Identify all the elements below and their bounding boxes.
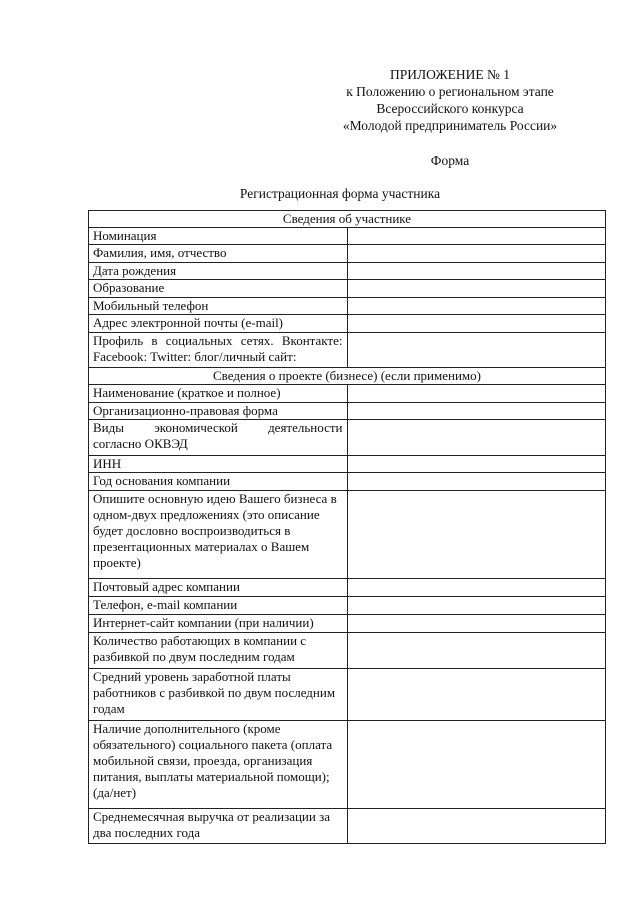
registration-table <box>88 210 606 844</box>
appendix-number: ПРИЛОЖЕНИЕ № 1 <box>389 67 511 82</box>
field-label: Наименование (краткое и полное) <box>89 385 348 403</box>
section-project-header: Сведения о проекте (бизнесе) (если применимо) <box>89 368 606 385</box>
form-title: Регистрационная форма участника <box>239 186 441 201</box>
section-participant-header: Сведения об участнике <box>89 211 606 228</box>
field-value-inn[interactable] <box>347 456 606 473</box>
field-value-email[interactable] <box>347 315 606 333</box>
social-profile-line: Facebook: Twitter: блог/личный сайт: <box>93 349 297 364</box>
field-label: Интернет-сайт компании (при наличии) <box>89 615 348 633</box>
field-label: Средний уровень заработной платы работников с разбивкой по двум последним годам <box>89 669 348 721</box>
field-label-okved <box>89 420 348 456</box>
field-label: Мобильный телефон <box>89 298 348 315</box>
field-value-staff-count[interactable] <box>347 633 606 669</box>
field-label: Образование <box>89 280 348 298</box>
field-value-monthly-revenue[interactable] <box>347 809 606 844</box>
field-value-legal-form[interactable] <box>347 403 606 420</box>
field-value-birth-date[interactable] <box>347 263 606 280</box>
okved-line: согласно ОКВЭД <box>93 436 188 451</box>
field-value-full-name[interactable] <box>347 245 606 263</box>
field-value-company-contacts[interactable] <box>347 597 606 615</box>
field-label: Опишите основную идею Вашего бизнеса в одном-двух предложениях (это описание будет дословно воспроизводиться в презентационных материалах о Вашем проекте) <box>89 491 348 579</box>
field-label: Почтовый адрес компании <box>89 579 348 597</box>
field-value-company-name[interactable] <box>347 385 606 403</box>
field-label: Среднемесячная выручка от реализации за два последних года <box>89 809 348 844</box>
field-value-nomination[interactable] <box>347 228 606 245</box>
appendix-header <box>300 66 600 134</box>
field-label: Наличие дополнительного (кроме обязательного) социального пакета (оплата мобильной связи, проезда, организация питания, выплаты материальной помощи); (да/нет) <box>89 721 348 809</box>
appendix-ref-line: к Положению о региональном этапе <box>346 84 554 99</box>
field-label: Год основания компании <box>89 473 348 491</box>
field-value-website[interactable] <box>347 615 606 633</box>
field-label: Адрес электронной почты (e-mail) <box>89 315 348 333</box>
form-label: Форма <box>430 153 470 168</box>
field-label: Организационно-правовая форма <box>89 403 348 420</box>
field-value-social-package[interactable] <box>347 721 606 809</box>
field-value-social-profiles[interactable] <box>347 333 606 368</box>
field-value-education[interactable] <box>347 280 606 298</box>
contest-name: «Молодой предприниматель России» <box>342 118 558 133</box>
field-value-okved[interactable] <box>347 420 606 456</box>
social-profile-line: Профиль в социальных сетях. Вконтакте: <box>93 333 343 348</box>
field-label-social-profiles <box>89 333 348 368</box>
field-value-business-idea[interactable] <box>347 491 606 579</box>
field-value-average-salary[interactable] <box>347 669 606 721</box>
field-label: Дата рождения <box>89 263 348 280</box>
field-label: Номинация <box>89 228 348 245</box>
field-label: Количество работающих в компании с разбивкой по двум последним годам <box>89 633 348 669</box>
field-value-founded-year[interactable] <box>347 473 606 491</box>
appendix-ref-line: Всероссийского конкурса <box>376 101 524 116</box>
field-value-postal-address[interactable] <box>347 579 606 597</box>
field-label: Фамилия, имя, отчество <box>89 245 348 263</box>
field-value-mobile-phone[interactable] <box>347 298 606 315</box>
field-label: Телефон, e-mail компании <box>89 597 348 615</box>
field-label: ИНН <box>89 456 348 473</box>
okved-line: Виды экономической деятельности <box>93 420 343 435</box>
